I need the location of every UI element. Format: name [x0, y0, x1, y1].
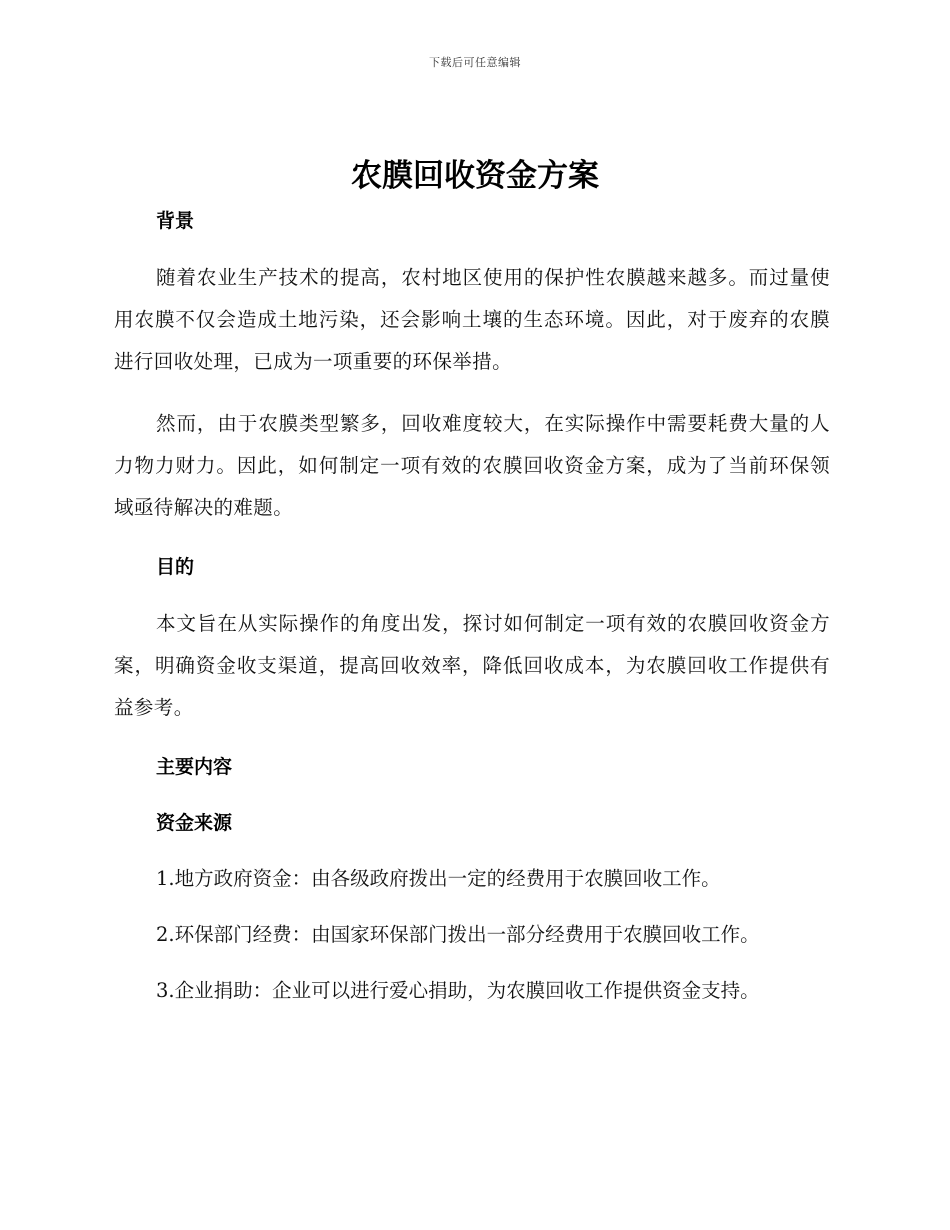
paragraph-purpose-1: 本文旨在从实际操作的角度出发，探讨如何制定一项有效的农膜回收资金方案，明确资金收支渠道，提高回收效率，降低回收成本，为农膜回收工作提供有益参考。 — [114, 612, 830, 719]
paragraph-background-2: 然而，由于农膜类型繁多，回收难度较大，在实际操作中需要耗费大量的人力物力财力。因此，如何制定一项有效的农膜回收资金方案，成为了当前环保领域亟待解决的难题。 — [114, 412, 830, 519]
section-heading-main-content: 主要内容 — [156, 756, 233, 778]
funding-source-item-2: 2.环保部门经费：由国家环保部门拨出一部分经费用于农膜回收工作。 — [156, 923, 760, 946]
header-note: 下载后可任意编辑 — [429, 56, 521, 69]
section-heading-funding-sources: 资金来源 — [156, 812, 233, 834]
section-heading-background: 背景 — [156, 210, 195, 232]
paragraph-background-1: 随着农业生产技术的提高，农村地区使用的保护性农膜越来越多。而过量使用农膜不仅会造成土地污染，还会影响土壤的生态环境。因此，对于废弃的农膜进行回收处理，已成为一项重要的环保举措。 — [114, 266, 830, 373]
section-heading-purpose: 目的 — [156, 556, 195, 578]
document-title: 农膜回收资金方案 — [351, 158, 599, 194]
funding-source-item-3: 3.企业捐助：企业可以进行爱心捐助，为农膜回收工作提供资金支持。 — [156, 979, 760, 1002]
document-body — [114, 203, 830, 1009]
funding-source-item-1: 1.地方政府资金：由各级政府拨出一定的经费用于农膜回收工作。 — [156, 867, 721, 890]
